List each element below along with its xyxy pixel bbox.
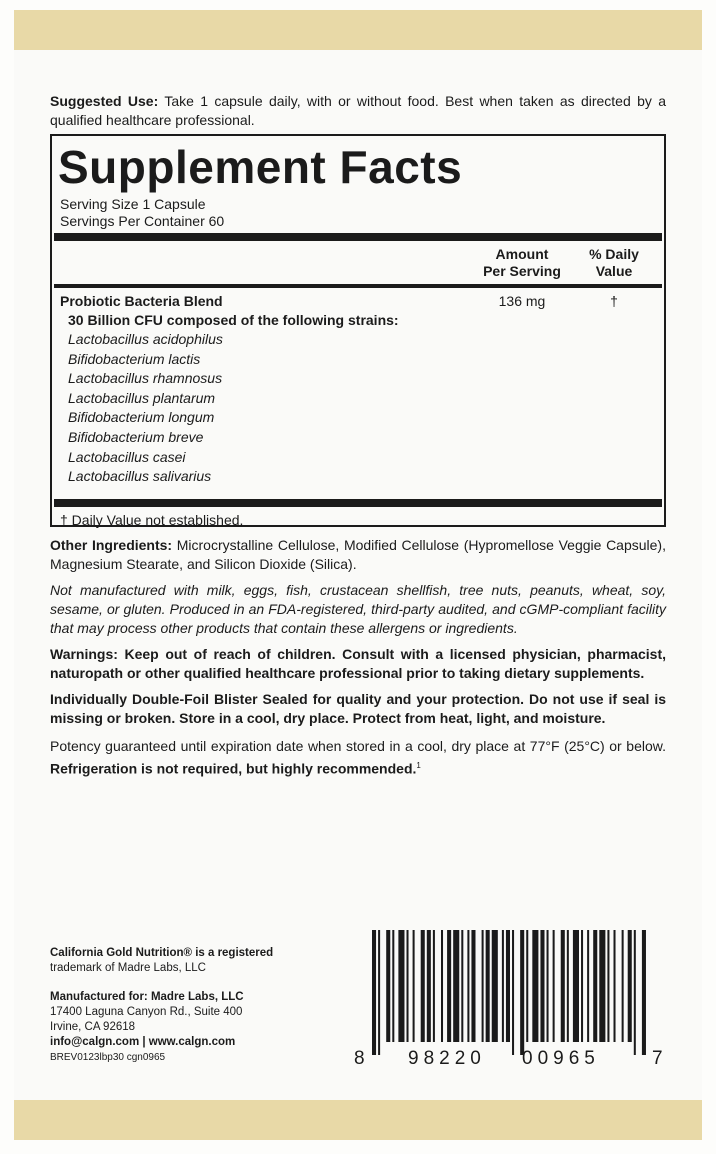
suggested-use-text: Take 1 capsule daily, with or without food. Best when taken as directed by a qualified healthcare professional. (50, 93, 666, 128)
blend-daily-value: † (610, 293, 618, 309)
daily-value-header (572, 246, 656, 280)
strain-item: Bifidobacterium lactis (68, 350, 201, 367)
barcode-bars (372, 930, 648, 1055)
trademark-line-2: trademark of Madre Labs, LLC (50, 962, 206, 974)
manufacturer-line: Manufactured for: Madre Labs, LLC (50, 991, 244, 1003)
barcode-bar (492, 930, 498, 1042)
barcode-bar (486, 930, 490, 1042)
footnote-marker: 1 (416, 761, 421, 770)
barcode-bar (593, 930, 597, 1042)
barcode-check-digit: 7 (652, 1048, 668, 1069)
barcode-bar (427, 930, 431, 1042)
supplement-facts-panel (50, 134, 666, 527)
amount-header-line-2: Per Serving (483, 263, 561, 279)
barcode-bar (532, 930, 538, 1042)
bottom-thick-divider (54, 499, 662, 507)
serving-size: Serving Size 1 Capsule (60, 196, 206, 212)
barcode-bar (628, 930, 632, 1042)
thick-divider (54, 233, 662, 241)
top-color-band (14, 10, 702, 50)
warnings-text: Warnings: Keep out of reach of children. Consult with a licensed physician, pharmacist, naturopath or other qualified healthcare professional prior to taking dietary supplements. (50, 646, 666, 681)
strain-item: Lactobacillus casei (68, 448, 186, 465)
manufacturer-block (50, 990, 350, 1065)
barcode-bar (447, 930, 451, 1042)
potency-text: Potency guaranteed until expiration date when stored in a cool, dry place at 77°F (25°C) or below. (50, 738, 666, 754)
barcode-left-digits: 98220 (408, 1048, 486, 1069)
barcode-bar (398, 930, 404, 1042)
dv-header-line-1: % Daily (589, 246, 639, 262)
strain-item: Bifidobacterium longum (68, 409, 215, 426)
barcode-bar (573, 930, 579, 1042)
servings-per-container: Servings Per Container 60 (60, 213, 225, 229)
potency-statement (50, 737, 666, 779)
bottom-color-band (14, 1100, 702, 1140)
barcode-bar (614, 930, 616, 1042)
dv-header-line-2: Value (595, 263, 633, 279)
contact-line: info@calgn.com | www.calgn.com (50, 1036, 236, 1048)
barcode-bar (512, 930, 514, 1055)
barcode-bar (461, 930, 463, 1042)
blister-text: Individually Double-Foil Blister Sealed for quality and your protection. Do not use if seal is missing or broken. Store in a cool, dry place. Protect from heat, light, and moisture. (50, 691, 666, 726)
facts-body (60, 288, 656, 499)
barcode-bar (561, 930, 565, 1042)
strain-item: Lactobacillus rhamnosus (68, 370, 223, 387)
strain-item: Lactobacillus plantarum (68, 389, 216, 406)
other-ingredients-label: Other Ingredients: (50, 537, 173, 553)
trademark-line-1: California Gold Nutrition® is a registered (50, 947, 274, 959)
suggested-use-label: Suggested Use: (50, 93, 159, 109)
label-footer (50, 946, 350, 1065)
barcode-bar (482, 930, 484, 1042)
column-headers (60, 241, 656, 284)
barcode-bar (607, 930, 609, 1042)
strain-item: Lactobacillus acidophilus (68, 331, 223, 347)
address-line-1: 17400 Laguna Canyon Rd., Suite 400 (50, 1006, 243, 1018)
strain-item: Lactobacillus salivarius (68, 468, 212, 485)
strain-list (60, 330, 656, 487)
product-codes: BREV0123lbp30 cgn0965 (50, 1052, 166, 1063)
address-line-2: Irvine, CA 92618 (50, 1021, 136, 1033)
barcode-bar (407, 930, 409, 1042)
upc-barcode (354, 930, 668, 1080)
barcode-bar (502, 930, 504, 1042)
refrigeration-text: Refrigeration is not required, but highly recommended. (50, 760, 417, 777)
blend-amount: 136 mg (498, 293, 546, 309)
barcode-bar (378, 930, 380, 1055)
barcode-bar (526, 930, 528, 1042)
other-ingredients-text: Microcrystalline Cellulose, Modified Cellulose (Hypromellose Veggie Capsule), Magnesium Stearate, and Silicon Dioxide (Silica). (50, 537, 666, 572)
barcode-bar (392, 930, 394, 1042)
other-ingredients (50, 536, 666, 574)
barcode-bar (386, 930, 390, 1042)
cfu-line: 30 Billion CFU composed of the following strains: (68, 312, 399, 328)
barcode-bar (453, 930, 459, 1042)
cfu-row (60, 311, 656, 330)
daily-value-footnote: † Daily Value not established. (60, 512, 244, 528)
barcode-first-digit: 8 (354, 1048, 370, 1069)
strain-item: Bifidobacterium breve (68, 428, 204, 445)
blister-statement (50, 690, 666, 728)
barcode-bar (421, 930, 425, 1042)
trademark-block (50, 946, 350, 976)
barcode-bar (587, 930, 589, 1042)
allergen-statement: Not manufactured with milk, eggs, fish, crustacean shellfish, tree nuts, peanuts, wheat, soy, sesame, or gluten. Produced in an FDA-registered, third-party audited, and cGMP-compliant facility that may process other products that contain these allergens or ingredients. (50, 582, 666, 636)
barcode-bar (642, 930, 646, 1055)
amount-header-line-1: Amount (495, 246, 549, 262)
barcode-bar (567, 930, 569, 1042)
barcode-right-digits: 00965 (522, 1048, 600, 1069)
barcode-bar (553, 930, 555, 1042)
barcode-bar (634, 930, 636, 1055)
barcode-bar (441, 930, 443, 1042)
suggested-use (50, 92, 666, 130)
barcode-bar (467, 930, 469, 1042)
barcode-bar (581, 930, 583, 1042)
supplement-facts-title: Supplement Facts (58, 141, 463, 193)
barcode-bar (622, 930, 624, 1042)
barcode-bar (471, 930, 475, 1042)
barcode-bar (506, 930, 510, 1042)
blend-name: Probiotic Bacteria Blend (60, 293, 223, 309)
blend-row (60, 292, 656, 311)
barcode-bar (433, 930, 435, 1042)
barcode-bar (413, 930, 415, 1042)
barcode-bar (372, 930, 376, 1055)
barcode-bar (520, 930, 524, 1055)
barcode-bar (599, 930, 605, 1042)
barcode-bar (547, 930, 549, 1042)
amount-per-serving-header (472, 246, 572, 280)
label-content (50, 92, 666, 779)
barcode-bar (540, 930, 544, 1042)
warnings (50, 645, 666, 683)
